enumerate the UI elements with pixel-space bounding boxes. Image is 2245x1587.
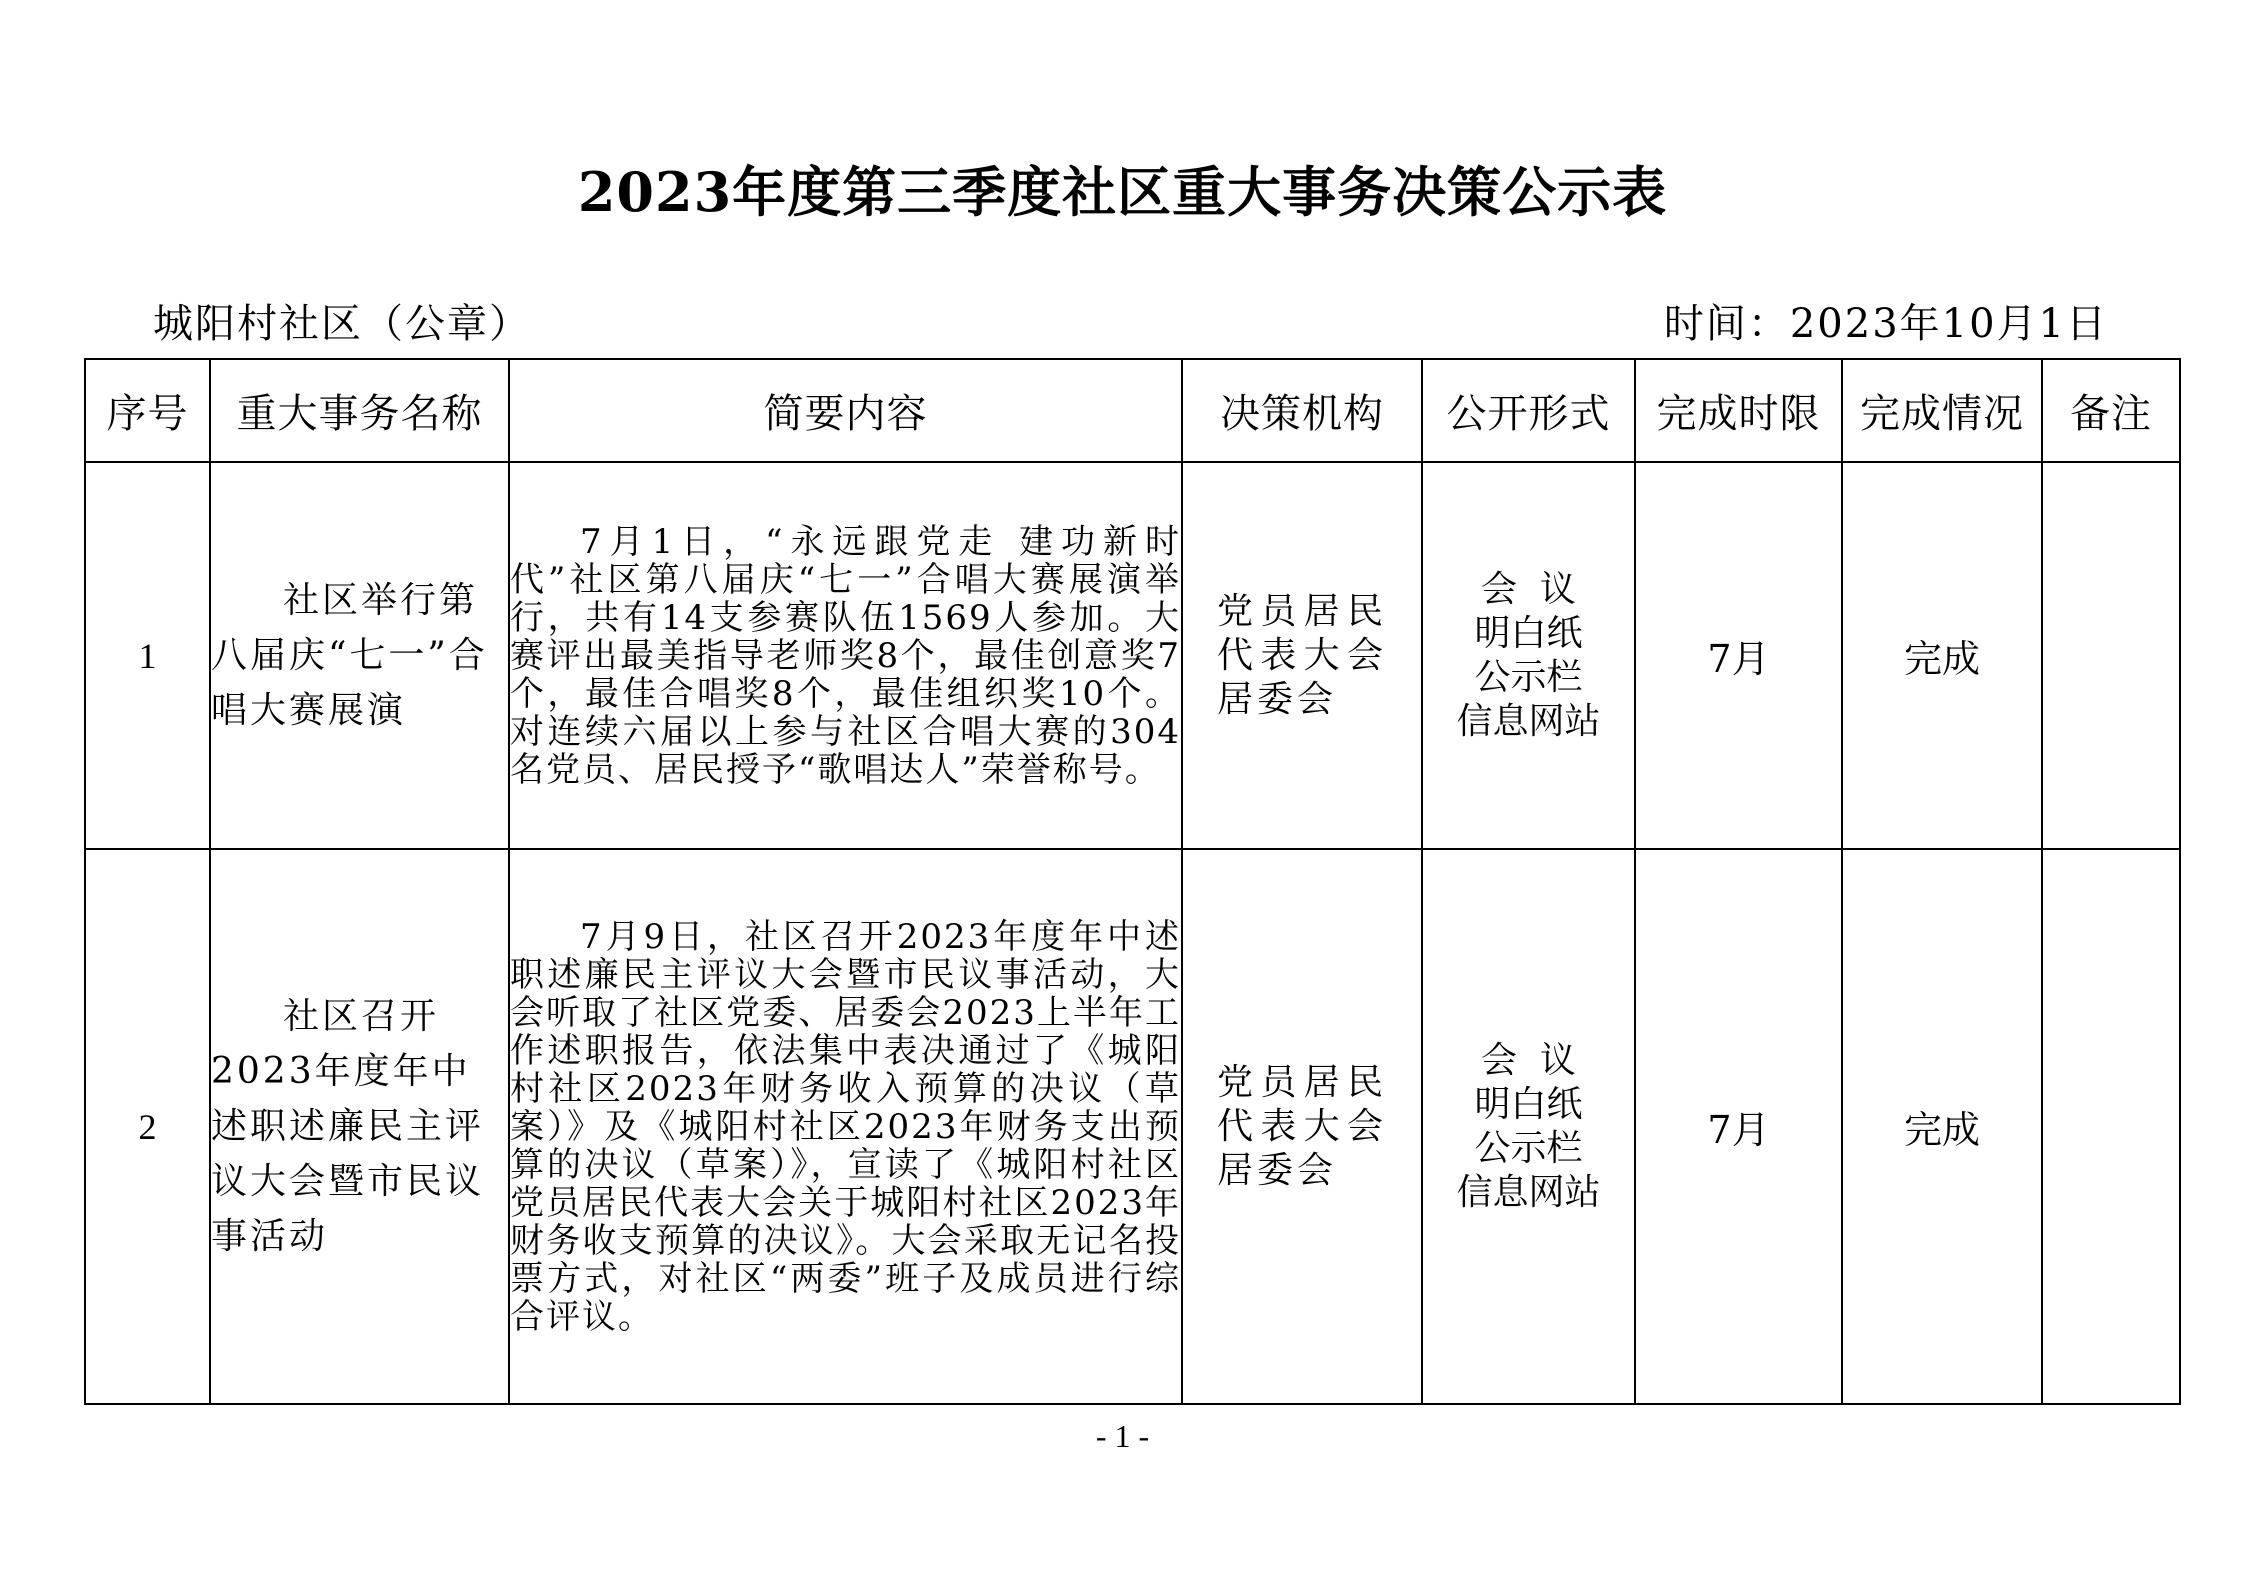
table-row xyxy=(85,462,2180,849)
publicity-website: 信息网站 xyxy=(1456,700,1601,742)
row-matter-name xyxy=(210,462,509,849)
decision-body-text: 党员居民代表大会居委会 xyxy=(1217,590,1387,720)
table-header-row xyxy=(85,359,2180,462)
matter-name-text: 社区召开2023年度年中述职述廉民主评议大会暨市民议事活动 xyxy=(211,996,485,1257)
row-decision-body xyxy=(1182,849,1422,1404)
header-matter-name: 重大事务名称 xyxy=(210,359,509,462)
publication-date: 时间：2023年10月1日 xyxy=(1663,301,2108,347)
matter-name-text: 社区举行第八届庆“七一”合唱大赛展演 xyxy=(211,580,488,731)
publicity-flyer: 明白纸 xyxy=(1474,1083,1583,1125)
header-publicity-form: 公开形式 xyxy=(1422,359,1635,462)
row-index: 1 xyxy=(85,462,210,849)
row-deadline: 7月 xyxy=(1635,462,1842,849)
row-remark xyxy=(2042,462,2180,849)
row-summary xyxy=(509,849,1182,1404)
publicity-bulletin-board: 公示栏 xyxy=(1474,656,1583,698)
header-remark: 备注 xyxy=(2042,359,2180,462)
publicity-meeting: 会 议 xyxy=(1481,568,1576,610)
row-status: 完成 xyxy=(1842,462,2042,849)
row-index: 2 xyxy=(85,849,210,1404)
header-index: 序号 xyxy=(85,359,210,462)
row-publicity-form xyxy=(1422,462,1635,849)
publicity-flyer: 明白纸 xyxy=(1474,612,1583,654)
page-number: - 1 - xyxy=(1095,1418,1150,1454)
header-summary: 简要内容 xyxy=(509,359,1182,462)
publicity-website: 信息网站 xyxy=(1456,1171,1601,1213)
community-unit-label: 城阳村社区（公章） xyxy=(153,301,531,347)
row-remark xyxy=(2042,849,2180,1404)
decision-body-text: 党员居民代表大会居委会 xyxy=(1217,1061,1387,1191)
header-decision-body: 决策机构 xyxy=(1182,359,1422,462)
row-decision-body xyxy=(1182,462,1422,849)
summary-text: 7月9日，社区召开2023年度年中述职述廉民主评议大会暨市民议事活动，大会听取了社区党委、居委会2023上半年工作述职报告，依法集中表决通过了《城阳村社区2023年财务收入预算的决议（草案）》及《城阳村社区2023年财务支出预算的决议（草案）》，宣读了《城阳村社区党员居民代表大会关于城阳村社区2023年财务收支预算的决议》。大会采取无记名投票方式，对社区“两委”班子及成员进行综合评议。 xyxy=(510,916,1181,1337)
row-status: 完成 xyxy=(1842,849,2042,1404)
summary-text: 7月1日，“永远跟党走 建功新时代”社区第八届庆“七一”合唱大赛展演举行，共有14支参赛队伍1569人参加。大赛评出最美指导老师奖8个，最佳创意奖7个，最佳合唱奖8个，最佳组织奖10个。对连续六届以上参与社区合唱大赛的304名党员、居民授予“歌唱达人”荣誉称号。 xyxy=(510,521,1181,790)
row-matter-name xyxy=(210,849,509,1404)
row-publicity-form xyxy=(1422,849,1635,1404)
decision-table xyxy=(84,358,2181,1405)
publicity-bulletin-board: 公示栏 xyxy=(1474,1127,1583,1169)
table-row xyxy=(85,849,2180,1404)
header-deadline: 完成时限 xyxy=(1635,359,1842,462)
header-status: 完成情况 xyxy=(1842,359,2042,462)
publicity-meeting: 会 议 xyxy=(1481,1039,1576,1081)
document-title: 2023年度第三季度社区重大事务决策公示表 xyxy=(577,160,1668,224)
row-summary xyxy=(509,462,1182,849)
row-deadline: 7月 xyxy=(1635,849,1842,1404)
